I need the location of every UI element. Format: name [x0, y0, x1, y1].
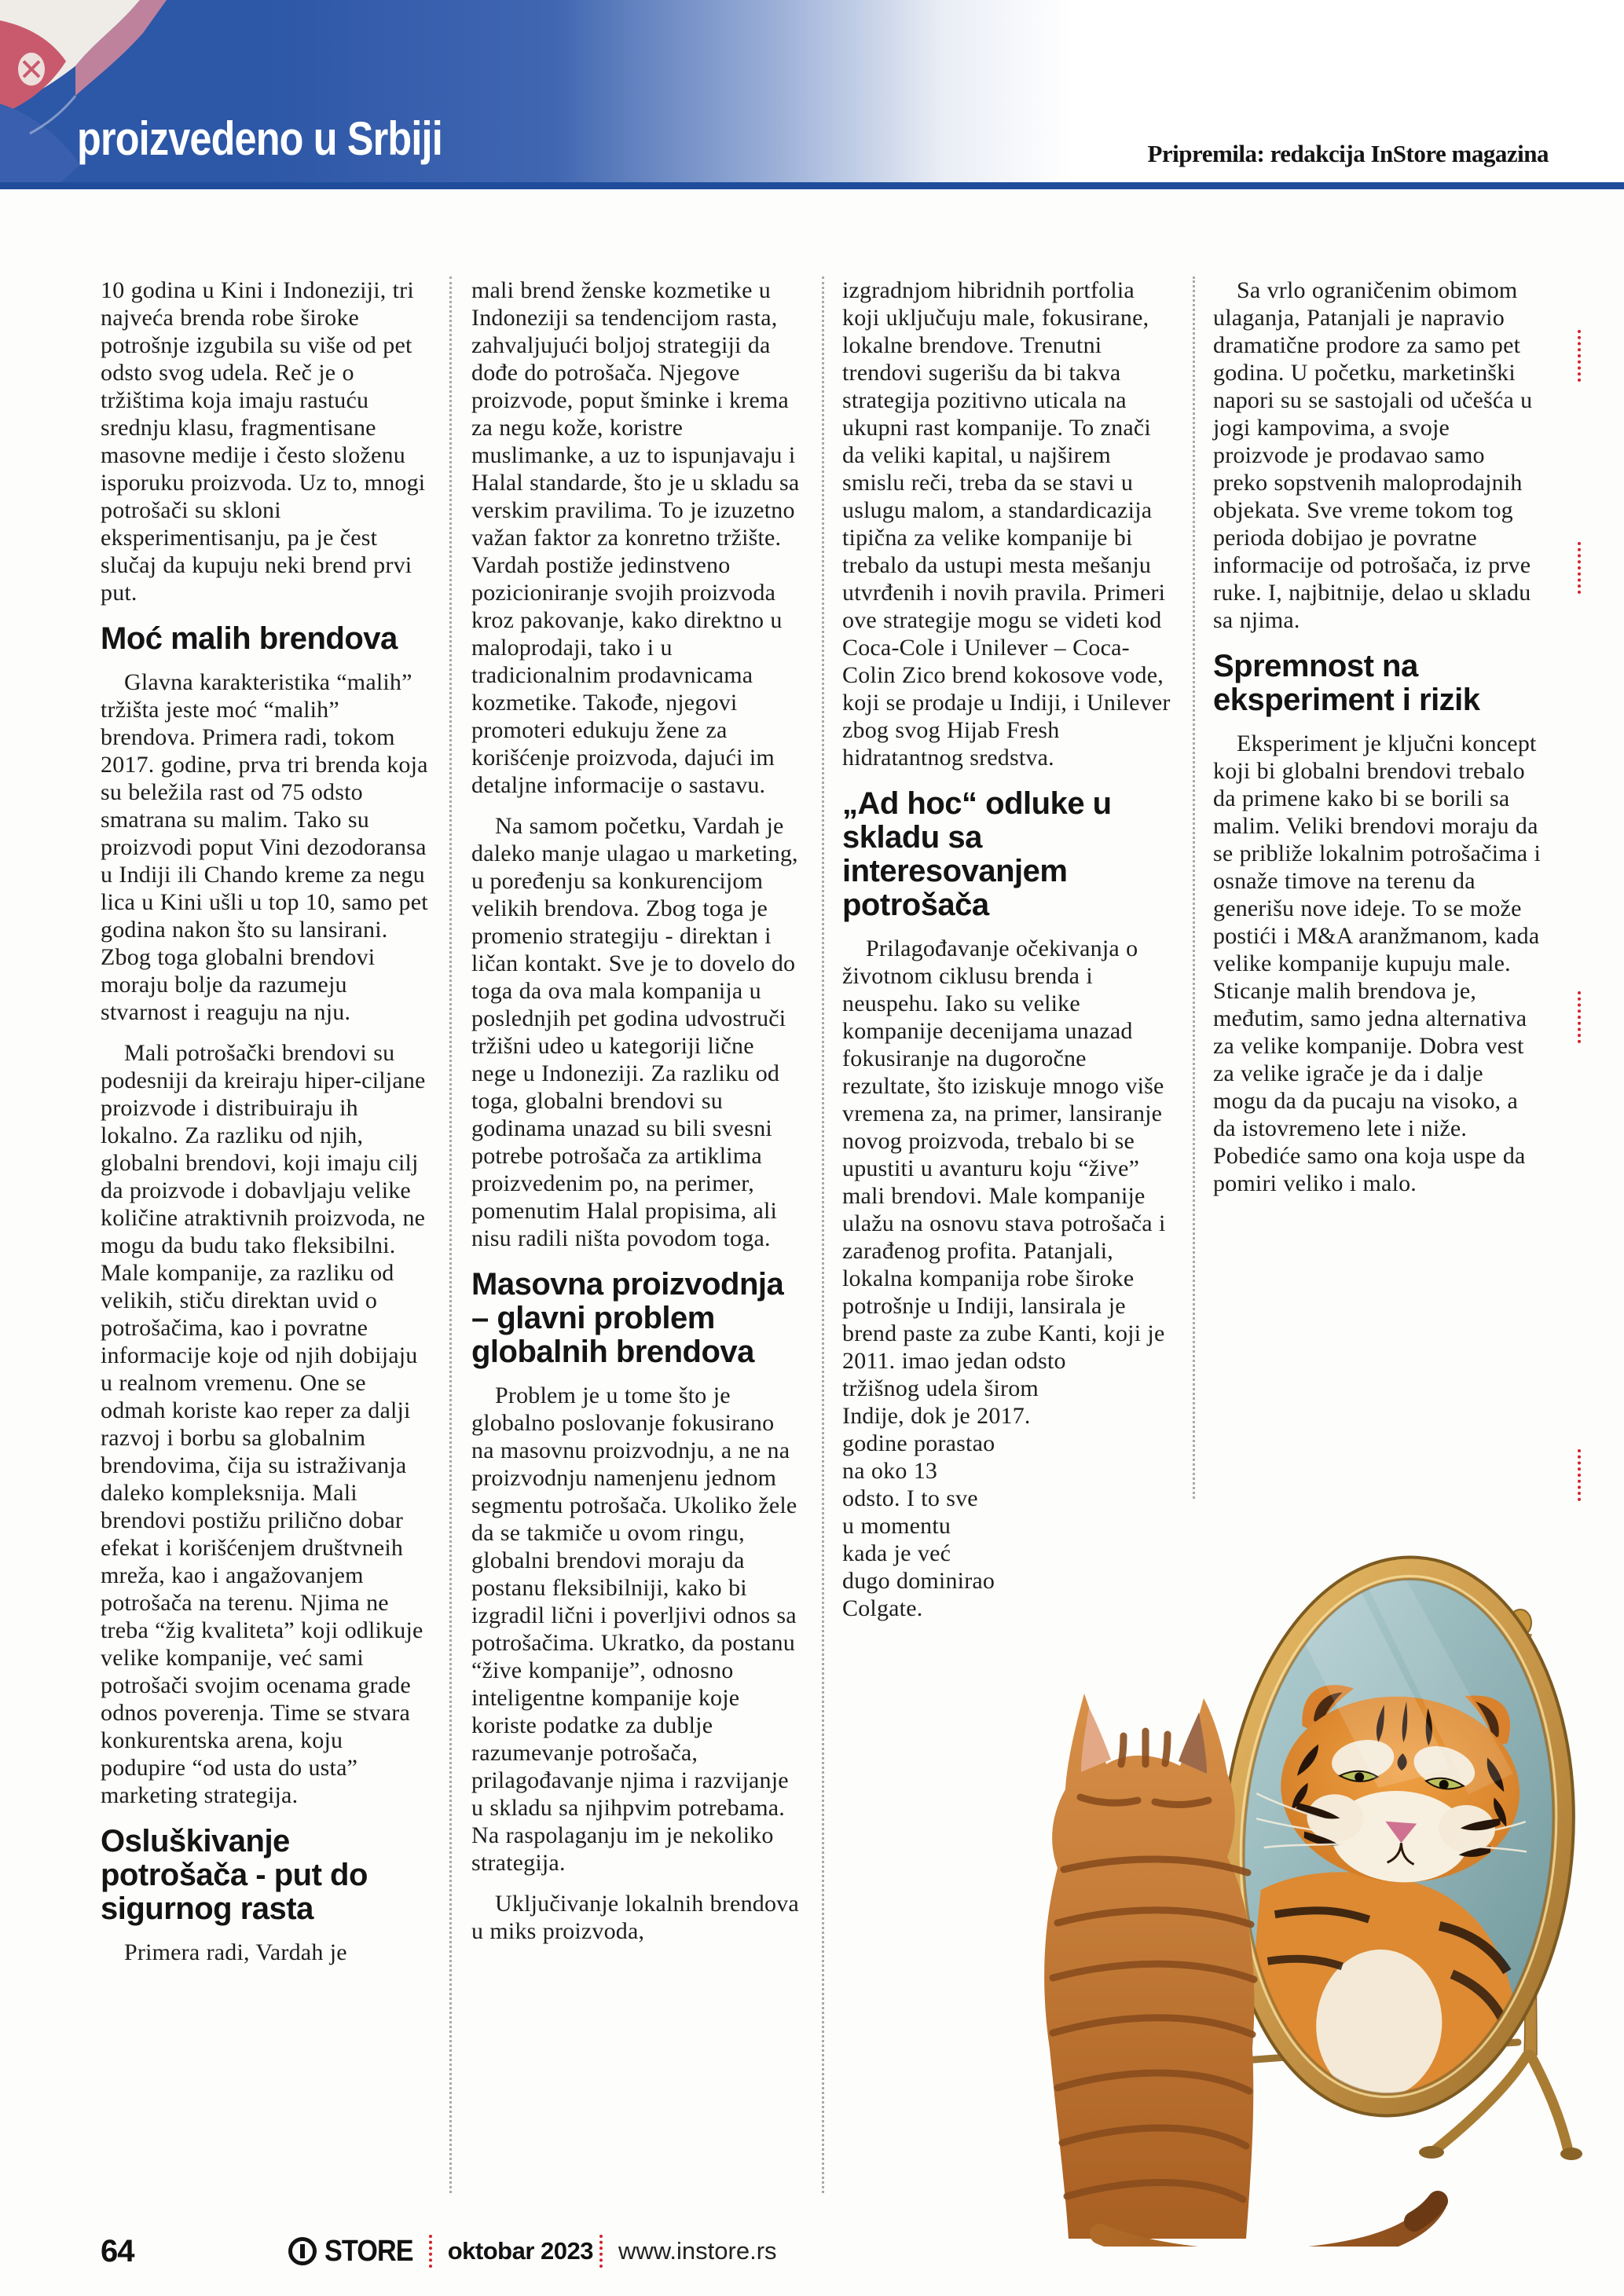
- column-2: [471, 276, 801, 1958]
- body-paragraph: Eksperiment je ključni koncept koji bi globalni brendovi trebalo da primene kako bi se borili sa malim. Veliki brendovi moraju da se približe lokalnim potrošačima i osnaže timove na terenu da generišu nove ideje. To se može postići i M&A aranžmanom, kada velike kompanije kupuju male. Sticanje malih brendova je, međutim, samo jedna alternativa za velike kompanije. Dobra vest za velike igrače je da i dalje mogu da da pucaju na visoko, a da istovremeno lete i niže. Pobediće samo ona koja uspe da pomiri veliko i malo.: [1213, 731, 1542, 1196]
- section-heading: Moć malih brendova: [101, 621, 398, 656]
- column-divider: [449, 276, 452, 2193]
- footer-separator: [599, 2235, 603, 2268]
- margin-mark: [1578, 330, 1581, 382]
- section-title: proizvedeno u Srbiji: [77, 112, 442, 165]
- section-heading: Masovna proizvodnja – glavni problem globalnih brendova: [471, 1267, 784, 1369]
- page-number: 64: [101, 2233, 134, 2269]
- body-paragraph: godine porastao na oko 13 odsto. I to sve u momentu kada je već dugo dominirao Colgate.: [842, 1430, 995, 1621]
- body-paragraph: Glavna karakteristika “malih” tržišta jeste moć “malih” brendova. Primera radi, tokom 2017. godine, prva tri brenda koja su beležila rast od 75 odsto smatrana su malim. Tako su proizvodi poput Vini dezodoransa u Indiji ili Chando kreme za negu lica u Kini ušli u top 10, samo pet godina nakon što su lansirani. Zbog toga globalni brendovi moraju bolje da razumeju stvarnost i reaguju na nju.: [101, 669, 428, 1025]
- body-paragraph: Problem je u tome što je globalno poslovanje fokusirano na masovnu proizvodnju, a ne na proizvodnju namenjenu jednom segmentu potrošača. Ukoliko žele da se takmiče u ovom ringu, globalni brendovi moraju da postanu fleksibilniji, kako bi izgradil lični i poverljivi odnos sa potrošačima. Ukratko, da postanu “žive kompanije”, odnosno inteligentne kompanije koje koriste podatke za dublje razumevanje potrošača, prilagođavanje njima i razvijanje u skladu sa njihpvim potrebama. Na raspolaganju im je nekoliko strategija.: [471, 1382, 797, 1876]
- body-paragraph: izgradnjom hibridnih portfolia koji uključuju male, fokusirane, lokalne brendove. Trenutni trendovi sugerišu da bi takva strategija pozitivno uticala na ukupni rast kompanije. To znači da veliki kapital, u najširem smislu reči, treba da se stavi u uslugu malom, a standardicazija tipična za velike kompanije bi trebalo da ustupi mesta mešanju utvrđenih i novih pravila. Primeri ove strategije mogu se videti kod Coca-Cole i Unilever – Coca-Colin Zico brend kokosove vode, koji se prodaje u Indiji, i Unilever zbog svog Hijab Fresh hidratantnog sredstva.: [842, 277, 1171, 771]
- issue-date: oktobar 2023: [447, 2237, 593, 2265]
- body-paragraph: Sa vrlo ograničenim obimom ulaganja, Patanjali je napravio dramatične prodore za samo pet godina. U početku, marketinški napori su se sastojali od učešća u jogi kampovima, a svoje proizvode je prodavao samo preko sopstvenih maloprodajnih objekata. Sve vreme tokom tog perioda dobijao je povratne informacije od potrošača, iz prve ruke. I, najbitnije, delao u skladu sa njima.: [1213, 277, 1533, 633]
- cat-tiger-mirror-illustration: [1006, 1530, 1587, 2247]
- page-header: [0, 0, 1624, 183]
- instore-logo-i-mark: [300, 2244, 305, 2258]
- footer-separator: [429, 2235, 432, 2268]
- footer-brand-group: [288, 2235, 777, 2269]
- column-divider: [1193, 276, 1195, 1499]
- section-heading: „Ad hoc“ odluke u skladu sa interesovanjem potrošača: [842, 786, 1112, 922]
- instore-logo-icon: [288, 2237, 317, 2265]
- column-3: [842, 276, 1172, 1635]
- body-paragraph: mali brend ženske kozmetike u Indoneziji sa tendencijom rasta, zahvaljujući boljoj strategiji da dođe do potrošača. Njegove proizvode, poput šminke i krema za negu kože, koristre muslimanke, a uz to ispunjavaju i Halal standarde, što je u skladu sa verskim pravilima. To je izuzetno važan faktor za konretno tržište. Vardah postiže jedinstveno pozicioniranje svojih proizvoda kroz pakovanje, kako direktno u maloprodaji, tako i u tradicionalnim prodavnicama kozmetike. Takođe, njegovi promoteri edukuju žene za korišćenje proizvoda, dajući im detaljne informacije o sastavu.: [471, 277, 800, 798]
- header-rule: [0, 182, 1624, 189]
- margin-mark: [1578, 1449, 1581, 1501]
- body-paragraph: Prilagođavanje očekivanja o životnom ciklusu brenda i neuspehu. Iako su velike kompanije decenijama unazad fokusiranje na dugoročne rezultate, što iziskuje mnogo više vremena za, na primer, lansiranje novog proizvoda, trebalo bi se upustiti u avanturu koju “žive” mali brendovi. Male kompanije ulažu na osnovu stava potrošača i zarađenog profita. Patanjali, lokalna kompanija robe široke potrošnje u Indiji, lansirala je brend paste za zube Kanti, koji je 2011. imao jedan odsto: [842, 936, 1166, 1374]
- column-divider: [822, 276, 824, 2193]
- brand-logo-text: STORE: [324, 2234, 413, 2268]
- body-paragraph: Mali potrošački brendovi su podesniji da kreiraju hiper-ciljane proizvode i distribuiraju ih lokalno. Za razliku od njih, globalni brendovi, koji imaju cilj da proizvode i dobavljaju velike količine atraktivnih proizvoda, ne mogu da budu tako fleksibilni. Male kompanije, za razliku od velikih, stiču direktan uvid o potrošačima, kao i povratne informacije koje od njih dobijaju u realnom vremenu. One se odmah koriste kao reper za dalji razvoj i borbu sa globalnim brendovima, čija su istraživanja daleko kompleksnija. Mali brendovi postižu prilično dobar efekat i korišćenjem društvneih mreža, kao i angažovanjem potrošača na terenu. Njima ne treba “žig kvaliteta” koji odlikuje velike kompanije, već sami potrošači svojim ocenama grade odnos poverenja. Time se stvara konkurentska arena, koju podupire “od usta do usta” marketing strategija.: [101, 1040, 426, 1808]
- body-paragraph: Na samom početku, Vardah je daleko manje ulagao u marketing, u poređenju sa konkurencijom velikih brendova. Zbog toga je promenio strategiju - direktan i ličan kontakt. Sve je to dovelo do toga da ova mala kompanija u poslednjih pet godina udvostruči tržišni udeo u kategoriji lične nege u Indoneziji. Za razliku od toga, globalni brendovi su godinama unazad su bili svesni potrebe potrošača za artiklima proizvedenim po, na perimer, pomenutim Halal propisima, ali nisu radili ništa povodom toga.: [471, 813, 798, 1251]
- website-url: www.instore.rs: [618, 2237, 777, 2265]
- margin-mark: [1578, 542, 1581, 594]
- margin-mark: [1578, 991, 1581, 1043]
- body-paragraph: Uključivanje lokalnih brendova u miks proizvoda,: [471, 1891, 799, 1944]
- column-4: [1213, 276, 1543, 1210]
- byline: Pripremila: redakcija InStore magazina: [1147, 140, 1549, 167]
- body-paragraph: 10 godina u Kini i Indoneziji, tri najveća brenda robe široke potrošnje izgubila su više od pet odsto svog udela. Reč je o tržištima koja imaju rastuću srednju klasu, fragmentisane masovne medije i često složenu isporuku proizvoda. Uz to, mnogi potrošači su skloni eksperimentisanju, pa je čest slučaj da kupuju neki brend prvi put.: [101, 277, 426, 606]
- body-paragraph: tržišnog udela širom Indije, dok je 2017.: [842, 1375, 1039, 1429]
- section-heading: Osluškivanje potrošača - put do sigurnog rasta: [101, 1824, 368, 1926]
- body-paragraph: Primera radi, Vardah je: [124, 1939, 347, 1965]
- page-footer: [101, 2228, 1578, 2275]
- section-heading: Spremnost na eksperiment i rizik: [1213, 649, 1480, 717]
- column-1: [101, 276, 431, 1979]
